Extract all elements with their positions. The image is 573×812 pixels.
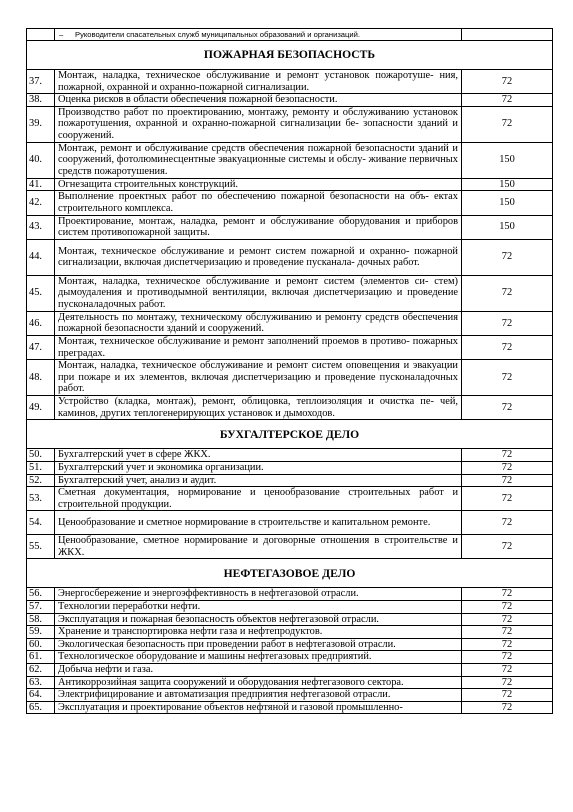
row-number: 51. (27, 461, 55, 474)
course-hours: 72 (462, 94, 553, 107)
note-row (27, 29, 553, 41)
course-hours: 72 (462, 461, 553, 474)
row-number: 39. (27, 106, 55, 142)
course-title: Энергосбережение и энергоэффективность в нефтегазовой отрасли. (55, 588, 462, 601)
row-number: 44. (27, 239, 55, 275)
course-hours: 72 (462, 487, 553, 511)
course-hours: 72 (462, 601, 553, 614)
course-hours: 72 (462, 449, 553, 462)
row-number: 47. (27, 335, 55, 359)
course-hours: 72 (462, 474, 553, 487)
table-row (27, 335, 553, 359)
table-row (27, 487, 553, 511)
table-row (27, 664, 553, 677)
course-title: Технологическое оборудование и машины нефтегазовых предприятий. (55, 651, 462, 664)
row-number: 42. (27, 191, 55, 215)
table-row (27, 275, 553, 311)
course-title: Антикоррозийная защита сооружений и оборудования нефтегазового сектора. (55, 676, 462, 689)
course-title: Бухгалтерский учет и экономика организации. (55, 461, 462, 474)
course-title: Ценообразование, сметное нормирование и договорные отношения в строительстве и ЖКХ. (55, 535, 462, 559)
course-title: Монтаж, техническое обслуживание и ремонт заполнений проемов в противо- пожарных преградах. (55, 335, 462, 359)
row-number: 64. (27, 689, 55, 702)
course-hours: 72 (462, 239, 553, 275)
row-number: 49. (27, 396, 55, 420)
course-table (26, 28, 553, 714)
course-title: Огнезащита строительных конструкций. (55, 178, 462, 191)
course-title: Хранение и транспортировка нефти газа и нефтепродуктов. (55, 626, 462, 639)
row-number: 52. (27, 474, 55, 487)
row-number: 56. (27, 588, 55, 601)
section-title: ПОЖАРНАЯ БЕЗОПАСНОСТЬ (27, 41, 553, 70)
course-title: Монтаж, наладка, техническое обслуживание и ремонт систем (элементов си- стем) дымоудаления и противодымной вентиляции, включая диспетчеризацию и проведение пусконаладочных работ. (55, 275, 462, 311)
course-hours: 72 (462, 689, 553, 702)
table-row (27, 701, 553, 714)
table-row (27, 651, 553, 664)
course-title: Экологическая безопасность при проведении работ в нефтегазовой отрасли. (55, 638, 462, 651)
course-hours: 72 (462, 588, 553, 601)
table-row (27, 215, 553, 239)
course-title: Проектирование, монтаж, наладка, ремонт и обслуживание оборудования и приборов систем противопожарной защиты. (55, 215, 462, 239)
table-row (27, 588, 553, 601)
row-number: 43. (27, 215, 55, 239)
row-number: 41. (27, 178, 55, 191)
table-row (27, 613, 553, 626)
top-note-text: Руководители спасательных служб муниципальных образований и организаций. (75, 29, 360, 39)
table-row (27, 396, 553, 420)
course-title: Ценообразование и сметное нормирование в строительстве и капитальном ремонте. (55, 511, 462, 535)
table-row (27, 601, 553, 614)
course-title: Монтаж, техническое обслуживание и ремонт систем пожарной и охранно- пожарной сигнализации, включая диспетчеризацию и проведение пусканала- дочных работ. (55, 239, 462, 275)
course-title: Добыча нефти и газа. (55, 664, 462, 677)
row-number: 57. (27, 601, 55, 614)
row-number: 37. (27, 70, 55, 94)
table-row (27, 239, 553, 275)
course-hours: 72 (462, 511, 553, 535)
course-hours: 72 (462, 70, 553, 94)
course-title: Выполнение проектных работ по обеспечению пожарной безопасности на объ- ектах строительного комплекса. (55, 191, 462, 215)
course-hours: 72 (462, 651, 553, 664)
section-header-row (27, 420, 553, 449)
course-hours: 72 (462, 535, 553, 559)
course-hours: 150 (462, 215, 553, 239)
row-number: 59. (27, 626, 55, 639)
note-num-cell (27, 29, 55, 41)
table-row (27, 689, 553, 702)
section-title: НЕФТЕГАЗОВОЕ ДЕЛО (27, 559, 553, 588)
course-title: Эксплуатация и проектирование объектов нефтяной и газовой промышленно- (55, 701, 462, 714)
note-hours-cell (462, 29, 553, 41)
course-title: Монтаж, наладка, техническое обслуживание и ремонт установок пожаротуше- ния, пожарной, охранной и охранно-пожарной сигнализации. (55, 70, 462, 94)
course-hours: 72 (462, 701, 553, 714)
course-title: Технологии переработки нефти. (55, 601, 462, 614)
course-title: Деятельность по монтажу, техническому обслуживанию и ремонту средств обеспечения пожарной безопасности зданий и сооружений. (55, 311, 462, 335)
dash-bullet: – (59, 29, 64, 39)
row-number: 46. (27, 311, 55, 335)
table-row (27, 106, 553, 142)
course-hours: 150 (462, 191, 553, 215)
table-row (27, 676, 553, 689)
row-number: 40. (27, 142, 55, 178)
course-hours: 72 (462, 335, 553, 359)
row-number: 65. (27, 701, 55, 714)
course-title: Бухгалтерский учет в сфере ЖКХ. (55, 449, 462, 462)
table-row (27, 70, 553, 94)
table-row (27, 474, 553, 487)
course-title: Эксплуатация и пожарная безопасность объектов нефтегазовой отрасли. (55, 613, 462, 626)
course-hours: 72 (462, 613, 553, 626)
row-number: 50. (27, 449, 55, 462)
course-hours: 72 (462, 106, 553, 142)
row-number: 48. (27, 360, 55, 396)
course-hours: 72 (462, 638, 553, 651)
table-row (27, 449, 553, 462)
note-cell (55, 29, 462, 41)
row-number: 54. (27, 511, 55, 535)
row-number: 61. (27, 651, 55, 664)
table-row (27, 511, 553, 535)
course-hours: 72 (462, 396, 553, 420)
table-row (27, 535, 553, 559)
course-title: Устройство (кладка, монтаж), ремонт, облицовка, теплоизоляция и очистка пе- чей, каминов, других теплогенерирующих установок и дымоходов. (55, 396, 462, 420)
course-hours: 72 (462, 360, 553, 396)
row-number: 63. (27, 676, 55, 689)
table-row (27, 191, 553, 215)
course-title: Бухгалтерский учет, анализ и аудит. (55, 474, 462, 487)
row-number: 53. (27, 487, 55, 511)
course-hours: 72 (462, 664, 553, 677)
course-hours: 72 (462, 676, 553, 689)
section-header-row (27, 41, 553, 70)
course-title: Монтаж, ремонт и обслуживание средств обеспечения пожарной безопасности зданий и сооружений, фотолюминесцентные эвакуационные системы и обслу- живание первичных средств пожаротушения. (55, 142, 462, 178)
row-number: 45. (27, 275, 55, 311)
table-row (27, 626, 553, 639)
table-row (27, 178, 553, 191)
table-row (27, 142, 553, 178)
course-hours: 150 (462, 142, 553, 178)
course-hours: 72 (462, 626, 553, 639)
table-row (27, 461, 553, 474)
table-row (27, 638, 553, 651)
course-title: Производство работ по проектированию, монтажу, ремонту и обслуживанию установок пожаротушения, охранной и охранно-пожарной сигнализации бе- зопасности зданий и сооружений. (55, 106, 462, 142)
row-number: 38. (27, 94, 55, 107)
course-title: Сметная документация, нормирование и ценообразование строительных работ и строительной продукции. (55, 487, 462, 511)
course-hours: 72 (462, 311, 553, 335)
course-title: Монтаж, наладка, техническое обслуживание и ремонт систем оповещения и эвакуации при пожаре и их элементов, включая диспетчеризацию и проведение пусконаладочных работ. (55, 360, 462, 396)
course-hours: 150 (462, 178, 553, 191)
course-hours: 72 (462, 275, 553, 311)
table-row (27, 360, 553, 396)
row-number: 58. (27, 613, 55, 626)
table-row (27, 311, 553, 335)
section-header-row (27, 559, 553, 588)
section-title: БУХГАЛТЕРСКОЕ ДЕЛО (27, 420, 553, 449)
document-page (26, 28, 552, 714)
table-row (27, 94, 553, 107)
row-number: 62. (27, 664, 55, 677)
row-number: 60. (27, 638, 55, 651)
row-number: 55. (27, 535, 55, 559)
course-title: Оценка рисков в области обеспечения пожарной безопасности. (55, 94, 462, 107)
course-title: Электрифицирование и автоматизация предприятия нефтегазовой отрасли. (55, 689, 462, 702)
